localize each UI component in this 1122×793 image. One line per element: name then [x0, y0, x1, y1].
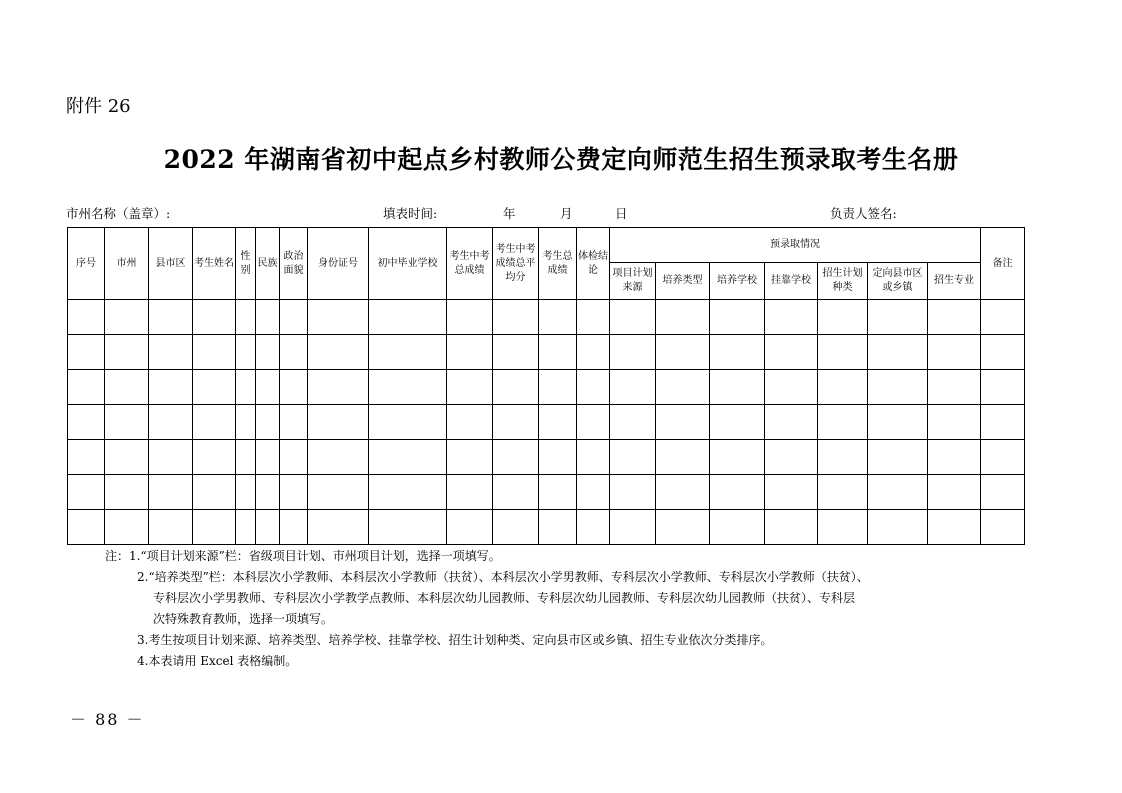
table-cell[interactable]	[493, 300, 539, 335]
table-cell[interactable]	[447, 510, 493, 545]
table-cell[interactable]	[868, 335, 928, 370]
header-city: 市州	[105, 228, 149, 300]
table-cell[interactable]	[493, 405, 539, 440]
table-cell[interactable]	[447, 300, 493, 335]
note-item-2-line-3: 次特殊教育教师，选择一项填写。	[153, 612, 334, 626]
table-cell[interactable]	[280, 335, 308, 370]
fill-time-label: 填表时间:	[383, 206, 438, 221]
table-cell[interactable]	[493, 510, 539, 545]
note-item-1-text: 1.“项目计划来源”栏：省级项目计划、市州项目计划，选择一项填写。	[129, 549, 501, 563]
table-cell[interactable]	[765, 335, 818, 370]
table-cell[interactable]	[308, 335, 369, 370]
city-name-label: 市州名称（盖章）:	[66, 206, 171, 221]
note-item-2-line-2: 专科层次小学男教师、专科层次小学教学点教师、本科层次幼儿园教师、专科层次幼儿园教师、专科层次幼儿园教师（扶贫）、专科层	[153, 591, 856, 605]
header-pre-admission: 预录取情况	[610, 228, 981, 263]
table-cell[interactable]	[981, 440, 1025, 475]
table-cell[interactable]	[105, 440, 149, 475]
table-cell[interactable]	[710, 510, 765, 545]
table-cell[interactable]	[710, 335, 765, 370]
table-cell[interactable]	[710, 405, 765, 440]
table-cell[interactable]	[656, 440, 710, 475]
table-cell[interactable]	[369, 440, 447, 475]
table-cell[interactable]	[105, 370, 149, 405]
table-cell[interactable]	[280, 440, 308, 475]
table-cell[interactable]	[193, 440, 236, 475]
table-cell[interactable]	[149, 370, 193, 405]
notes-section	[105, 546, 1025, 672]
table-cell[interactable]	[928, 510, 981, 545]
header-affiliated-school: 挂靠学校	[765, 263, 818, 300]
table-cell[interactable]	[105, 510, 149, 545]
table-cell[interactable]	[539, 335, 577, 370]
table-cell[interactable]	[256, 335, 280, 370]
table-cell[interactable]	[610, 370, 656, 405]
table-cell[interactable]	[280, 370, 308, 405]
table-cell[interactable]	[369, 300, 447, 335]
table-cell[interactable]	[928, 300, 981, 335]
table-cell[interactable]	[193, 475, 236, 510]
table-cell[interactable]	[256, 440, 280, 475]
table-cell[interactable]	[868, 300, 928, 335]
header-exam-total: 考生中考总成绩	[447, 228, 493, 300]
table-cell[interactable]	[308, 300, 369, 335]
table-cell[interactable]	[710, 440, 765, 475]
table-cell[interactable]	[193, 510, 236, 545]
table-cell[interactable]	[539, 405, 577, 440]
table-cell[interactable]	[149, 405, 193, 440]
note-item-4: 4.本表请用 Excel 表格编制。	[137, 654, 298, 668]
table-cell[interactable]	[577, 370, 610, 405]
header-county: 县市区	[149, 228, 193, 300]
table-cell[interactable]	[868, 510, 928, 545]
month-label: 月	[560, 206, 573, 221]
table-cell[interactable]	[656, 405, 710, 440]
table-cell[interactable]	[193, 370, 236, 405]
header-name: 考生姓名	[193, 228, 236, 300]
table-cell[interactable]	[981, 335, 1025, 370]
table-cell[interactable]	[193, 405, 236, 440]
table-cell[interactable]	[149, 300, 193, 335]
header-major: 招生专业	[928, 263, 981, 300]
table-cell[interactable]	[369, 335, 447, 370]
table-cell[interactable]	[236, 335, 256, 370]
header-school: 初中毕业学校	[369, 228, 447, 300]
table-cell[interactable]	[539, 475, 577, 510]
header-id-number: 身份证号	[308, 228, 369, 300]
table-cell[interactable]	[981, 475, 1025, 510]
table-cell[interactable]	[280, 510, 308, 545]
table-cell[interactable]	[369, 475, 447, 510]
table-cell[interactable]	[656, 370, 710, 405]
header-exam-average: 考生中考成绩总平均分	[493, 228, 539, 300]
header-political: 政治面貌	[280, 228, 308, 300]
table-cell[interactable]	[236, 510, 256, 545]
table-row	[68, 335, 1025, 370]
table-cell[interactable]	[447, 405, 493, 440]
header-target-area: 定向县市区或乡镇	[868, 263, 928, 300]
table-cell[interactable]	[256, 510, 280, 545]
table-cell[interactable]	[928, 405, 981, 440]
table-row	[68, 510, 1025, 545]
table-cell[interactable]	[256, 300, 280, 335]
table-cell[interactable]	[981, 405, 1025, 440]
table-cell[interactable]	[765, 440, 818, 475]
table-cell[interactable]	[149, 510, 193, 545]
table-cell[interactable]	[308, 405, 369, 440]
table-cell[interactable]	[369, 405, 447, 440]
table-cell[interactable]	[610, 300, 656, 335]
table-cell[interactable]	[868, 370, 928, 405]
table-cell[interactable]	[539, 440, 577, 475]
table-cell[interactable]	[656, 510, 710, 545]
table-cell[interactable]	[765, 475, 818, 510]
table-cell[interactable]	[369, 370, 447, 405]
table-cell[interactable]	[447, 440, 493, 475]
notes-prefix: 注：	[105, 549, 130, 563]
table-cell[interactable]	[868, 405, 928, 440]
table-cell[interactable]	[308, 440, 369, 475]
table-cell[interactable]	[68, 300, 105, 335]
table-cell[interactable]	[710, 300, 765, 335]
table-cell[interactable]	[818, 335, 868, 370]
table-cell[interactable]	[577, 510, 610, 545]
table-cell[interactable]	[710, 370, 765, 405]
table-row	[68, 475, 1025, 510]
header-physical: 体检结论	[577, 228, 610, 300]
header-gender: 性别	[236, 228, 256, 300]
table-cell[interactable]	[308, 475, 369, 510]
table-cell[interactable]	[765, 300, 818, 335]
note-item-3: 3.考生按项目计划来源、培养类型、培养学校、挂靠学校、招生计划种类、定向县市区或乡镇、招生专业依次分类排序。	[137, 633, 773, 647]
table-cell[interactable]	[610, 475, 656, 510]
table-cell[interactable]	[539, 510, 577, 545]
table-cell[interactable]	[818, 440, 868, 475]
table-cell[interactable]	[610, 335, 656, 370]
header-remarks: 备注	[981, 228, 1025, 300]
table-cell[interactable]	[256, 475, 280, 510]
table-cell[interactable]	[818, 405, 868, 440]
table-cell[interactable]	[765, 510, 818, 545]
table-row	[68, 370, 1025, 405]
table-cell[interactable]	[105, 335, 149, 370]
table-cell[interactable]	[981, 300, 1025, 335]
day-label: 日	[615, 206, 628, 221]
table-cell[interactable]	[610, 405, 656, 440]
table-cell[interactable]	[68, 440, 105, 475]
table-cell[interactable]	[493, 475, 539, 510]
table-cell[interactable]	[577, 405, 610, 440]
table-cell[interactable]	[68, 475, 105, 510]
table-cell[interactable]	[68, 370, 105, 405]
table-cell[interactable]	[447, 335, 493, 370]
table-cell[interactable]	[68, 335, 105, 370]
header-plan-type: 招生计划种类	[818, 263, 868, 300]
roster-table	[67, 227, 1025, 545]
table-cell[interactable]	[610, 510, 656, 545]
table-cell[interactable]	[256, 405, 280, 440]
table-cell[interactable]	[236, 440, 256, 475]
header-total-score: 考生总成绩	[539, 228, 577, 300]
table-row	[68, 300, 1025, 335]
table-cell[interactable]	[981, 370, 1025, 405]
table-cell[interactable]	[493, 370, 539, 405]
header-ethnicity: 民族	[256, 228, 280, 300]
table-cell[interactable]	[765, 370, 818, 405]
table-cell[interactable]	[765, 405, 818, 440]
table-cell[interactable]	[280, 475, 308, 510]
table-cell[interactable]	[577, 300, 610, 335]
table-cell[interactable]	[710, 475, 765, 510]
table-body	[68, 300, 1025, 545]
page-number: － 88 －	[70, 710, 145, 729]
table-cell[interactable]	[656, 335, 710, 370]
table-row	[68, 405, 1025, 440]
table-cell[interactable]	[280, 300, 308, 335]
table-cell[interactable]	[928, 475, 981, 510]
table-cell[interactable]	[539, 300, 577, 335]
table-cell[interactable]	[493, 440, 539, 475]
year-label: 年	[503, 206, 516, 221]
table-cell[interactable]	[577, 335, 610, 370]
table-cell[interactable]	[928, 335, 981, 370]
table-cell[interactable]	[256, 370, 280, 405]
note-item-2-line-1: 2.“培养类型”栏：本科层次小学教师、本科层次小学教师（扶贫）、本科层次小学男教师、专科层次小学教师、专科层次小学教师（扶贫）、	[137, 570, 869, 584]
table-cell[interactable]	[149, 335, 193, 370]
table-cell[interactable]	[818, 300, 868, 335]
table-cell[interactable]	[818, 510, 868, 545]
table-row	[68, 440, 1025, 475]
table-cell[interactable]	[981, 510, 1025, 545]
table-cell[interactable]	[928, 440, 981, 475]
attachment-label: 附件 26	[66, 96, 131, 117]
table-cell[interactable]	[193, 335, 236, 370]
table-cell[interactable]	[280, 405, 308, 440]
header-seq: 序号	[68, 228, 105, 300]
note-item-1	[105, 546, 1025, 567]
page-title: 2022 年湖南省初中起点乡村教师公费定向师范生招生预录取考生名册	[163, 145, 959, 174]
header-plan-source: 项目计划来源	[610, 263, 656, 300]
table-cell[interactable]	[68, 405, 105, 440]
table-cell[interactable]	[105, 300, 149, 335]
table-cell[interactable]	[577, 475, 610, 510]
table-cell[interactable]	[236, 405, 256, 440]
table-cell[interactable]	[236, 475, 256, 510]
table-cell[interactable]	[493, 335, 539, 370]
table-cell[interactable]	[656, 300, 710, 335]
table-cell[interactable]	[656, 475, 710, 510]
table-cell[interactable]	[928, 370, 981, 405]
table-cell[interactable]	[868, 475, 928, 510]
table-cell[interactable]	[149, 440, 193, 475]
table-cell[interactable]	[577, 440, 610, 475]
header-training-school: 培养学校	[710, 263, 765, 300]
table-cell[interactable]	[818, 475, 868, 510]
table-cell[interactable]	[105, 405, 149, 440]
table-cell[interactable]	[105, 475, 149, 510]
table-cell[interactable]	[236, 300, 256, 335]
table-cell[interactable]	[149, 475, 193, 510]
table-cell[interactable]	[193, 300, 236, 335]
table-cell[interactable]	[447, 370, 493, 405]
table-cell[interactable]	[610, 440, 656, 475]
table-cell[interactable]	[236, 370, 256, 405]
table-cell[interactable]	[369, 510, 447, 545]
signer-label: 负责人签名:	[830, 206, 897, 221]
table-cell[interactable]	[447, 475, 493, 510]
table-cell[interactable]	[308, 370, 369, 405]
header-training-type: 培养类型	[656, 263, 710, 300]
table-cell[interactable]	[68, 510, 105, 545]
table-cell[interactable]	[539, 370, 577, 405]
table-cell[interactable]	[868, 440, 928, 475]
table-cell[interactable]	[818, 370, 868, 405]
table-cell[interactable]	[308, 510, 369, 545]
